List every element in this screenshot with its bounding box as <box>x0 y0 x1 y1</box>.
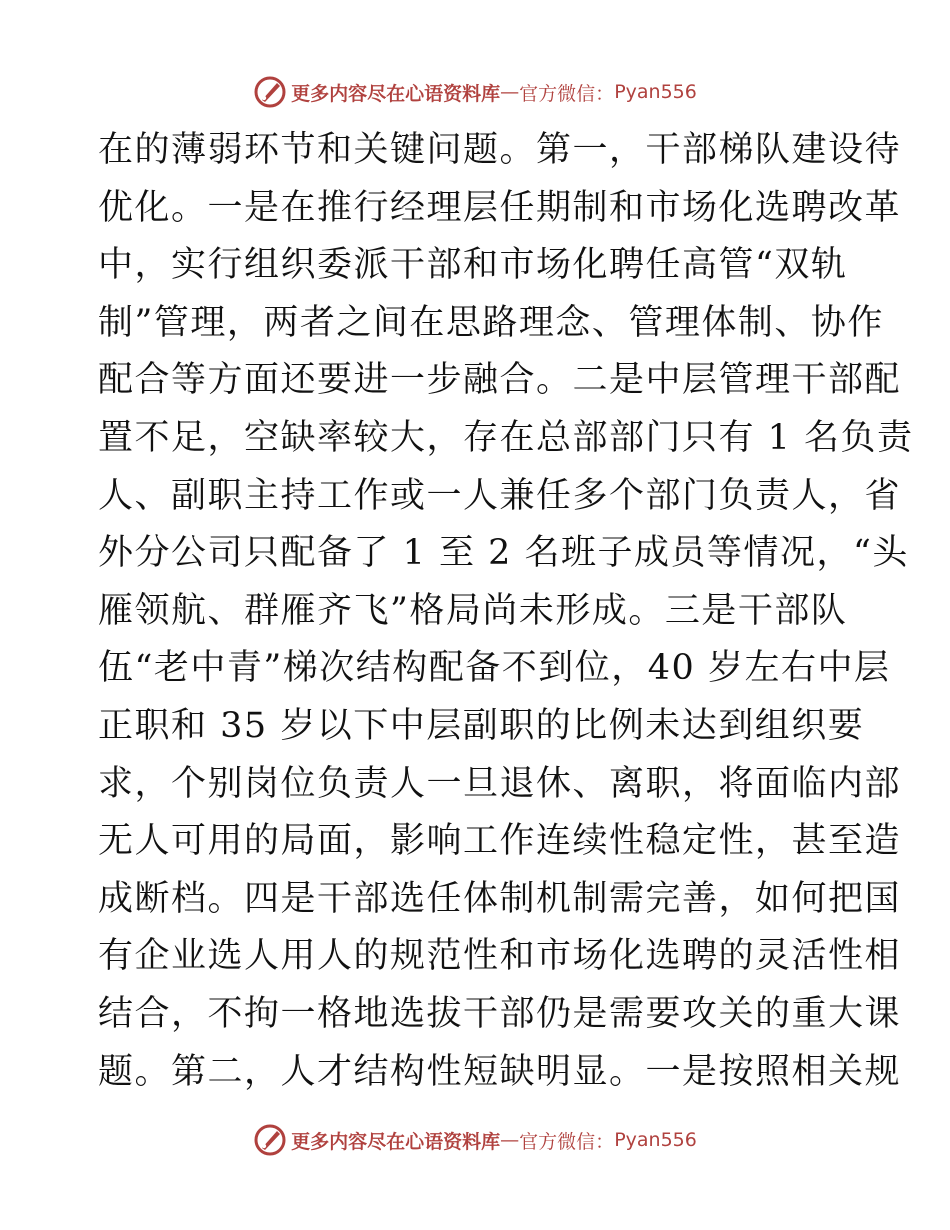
body-line: 有企业选人用人的规范性和市场化选聘的灵活性相 <box>98 936 902 977</box>
body-line: 在的薄弱环节和关键问题。第一，干部梯队建设待 <box>98 130 902 170</box>
body-line: 结合，不拘一格地选拔干部仍是需要攻关的重大课 <box>98 993 902 1034</box>
body-line: 求，个别岗位负责人一旦退休、离职，将面临内部 <box>98 763 902 804</box>
body-line: 题。第二，人才结构性短缺明显。一是按照相关规 <box>98 1051 902 1092</box>
body-line: 外分公司只配备了 1 至 2 名班子成员等情况，“头 <box>98 533 909 574</box>
body-line: 人、副职主持工作或一人兼任多个部门负责人，省 <box>98 475 902 516</box>
footer-banner <box>0 1120 950 1160</box>
banner-lead-text: 更多内容尽在心语资料库 <box>291 1130 501 1153</box>
banner-lead-text: 更多内容尽在心语资料库 <box>291 82 501 105</box>
body-line: 置不足，空缺率较大，存在总部部门只有 1 名负责 <box>98 417 914 458</box>
body-line: 配合等方面还要进一步融合。二是中层管理干部配 <box>98 360 902 401</box>
body-line: 正职和 35 岁以下中层副职的比例未达到组织要 <box>98 705 865 746</box>
body-line: 制”管理，两者之间在思路理念、管理体制、协作 <box>98 302 884 343</box>
banner-separator: — <box>500 1129 520 1151</box>
body-line: 伍“老中青”梯次结构配备不到位，40 岁左右中层 <box>98 648 891 689</box>
body-line: 中，实行组织委派干部和市场化聘任高管“双轨 <box>98 245 848 286</box>
body-line: 无人可用的局面，影响工作连续性稳定性，甚至造 <box>98 821 902 862</box>
banner-separator: — <box>500 81 520 103</box>
body-line: 优化。一是在推行经理层任期制和市场化选聘改革 <box>98 187 902 228</box>
fountain-pen-logo-icon <box>253 75 287 109</box>
banner-tail-text: 官方微信： <box>519 82 615 105</box>
banner-tail-text: 官方微信： <box>519 1130 615 1153</box>
banner-wechat-handle: Pyan556 <box>614 1129 697 1151</box>
document-body <box>98 122 914 1101</box>
body-line: 雁领航、群雁齐飞”格局尚未形成。三是干部队 <box>98 590 848 631</box>
body-line: 成断档。四是干部选任体制机制需完善，如何把国 <box>98 878 902 919</box>
header-banner <box>0 72 950 112</box>
banner-wechat-handle: Pyan556 <box>614 81 697 103</box>
fountain-pen-logo-icon <box>253 1123 287 1157</box>
